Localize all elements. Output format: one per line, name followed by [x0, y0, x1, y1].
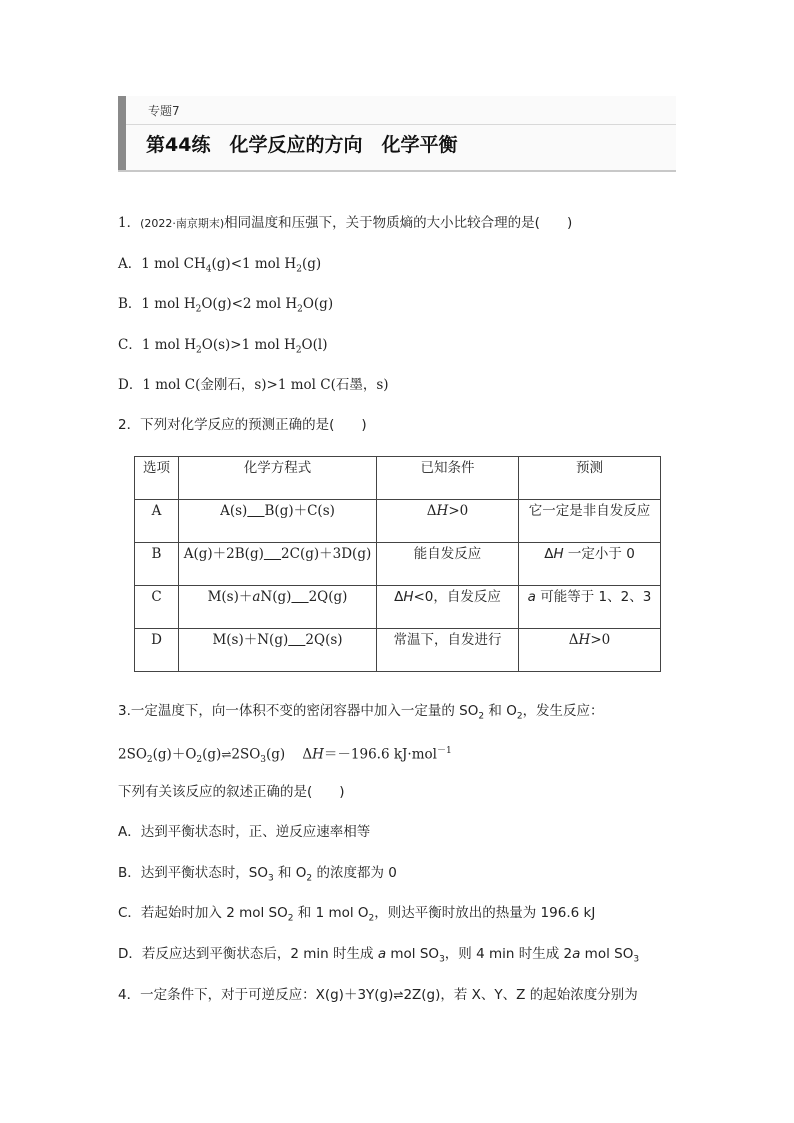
q1-stem: 1．(2022·南京期末)相同温度和压强下，关于物质熵的大小比较合理的是( ) [118, 215, 573, 231]
page-title: 第44练 化学反应的方向 化学平衡 [146, 134, 458, 156]
q3-option-a: A．达到平衡状态时，正、逆反应速率相等 [118, 824, 371, 840]
table-cell-equation: M(s)＋aN(g) 2Q(g) [179, 586, 377, 629]
reaction-prediction-table [134, 456, 661, 672]
table-cell-prediction: a 可能等于 1、2、3 [519, 586, 661, 629]
header-divider [126, 124, 676, 125]
table-cell-equation: A(s) B(g)＋C(s) [179, 500, 377, 543]
q3-stem: 3.一定温度下，向一体积不变的密闭容器中加入一定量的 $SO_2$ 和 $O_2$，发生反应： [118, 703, 604, 722]
table-cell-condition: 常温下，自发进行 [377, 629, 519, 672]
q3-equation: $2SO_2(g)+O_2(g)\rightleftharpoons 2SO_3(g)$ ΔH＝－196.6 kJ·mol$^{-1}$ [118, 746, 452, 766]
table-cell-condition: ΔH>0 [377, 500, 519, 543]
table-cell-prediction: 它一定是非自发反应 [519, 500, 661, 543]
q3-stem-question: 下列有关该反应的叙述正确的是( ) [118, 784, 345, 800]
table-cell-option: B [135, 543, 179, 586]
table-header-cell: 预测 [519, 457, 661, 500]
q1-option-c: C．1 mol $H_2O(s)>1$ mol $H_2O(l)$ [118, 337, 328, 356]
table-cell-equation: A(g)＋2B(g) 2C(g)＋3D(g) [179, 543, 377, 586]
table-row [135, 543, 661, 586]
q4-stem: 4．一定条件下，对于可逆反应：X(g)＋3Y(g)⇌2Z(g)，若 X、Y、Z 的起始浓度分别为 [118, 987, 638, 1003]
table-cell-prediction: ΔH 一定小于 0 [519, 543, 661, 586]
table-header-cell: 选项 [135, 457, 179, 500]
table-cell-option: D [135, 629, 179, 672]
q3-option-c: C．若起始时加入 2 mol $SO_2$ 和 1 mol $O_2$，则达平衡时放出的热量为 196.6 kJ [118, 905, 596, 924]
q2-stem: 2．下列对化学反应的预测正确的是( ) [118, 417, 367, 433]
q3-option-d: D．若反应达到平衡状态后，2 min 时生成 a mol $SO_3$，则 4 min 时生成 2a mol $SO_3$ [118, 946, 640, 965]
table-header-cell: 化学方程式 [179, 457, 377, 500]
q1-source: (2022·南京期末) [140, 217, 225, 230]
table-header-row [135, 457, 661, 500]
table-row [135, 586, 661, 629]
q1-option-d: D．1 mol C(金刚石，s)>1 mol C(石墨，s) [118, 377, 389, 393]
series-label: 专题7 [148, 104, 180, 118]
chapter-header-accent-bar [118, 96, 126, 170]
table-header-cell: 已知条件 [377, 457, 519, 500]
q1-option-b: B．1 mol $H_2O(g)<2$ mol $H_2O(g)$ [118, 296, 334, 315]
q3-option-b: B．达到平衡状态时，$SO_3$ 和 $O_2$ 的浓度都为 0 [118, 865, 397, 884]
table-row [135, 629, 661, 672]
table-cell-equation: M(s)＋N(g) 2Q(s) [179, 629, 377, 672]
q1-option-a: A．1 mol $CH_4(g)<1$ mol $H_2(g)$ [118, 256, 322, 275]
table-row [135, 500, 661, 543]
table-cell-option: A [135, 500, 179, 543]
table-cell-condition: ΔH<0，自发反应 [377, 586, 519, 629]
table-cell-condition: 能自发反应 [377, 543, 519, 586]
table-cell-prediction: ΔH>0 [519, 629, 661, 672]
table-cell-option: C [135, 586, 179, 629]
